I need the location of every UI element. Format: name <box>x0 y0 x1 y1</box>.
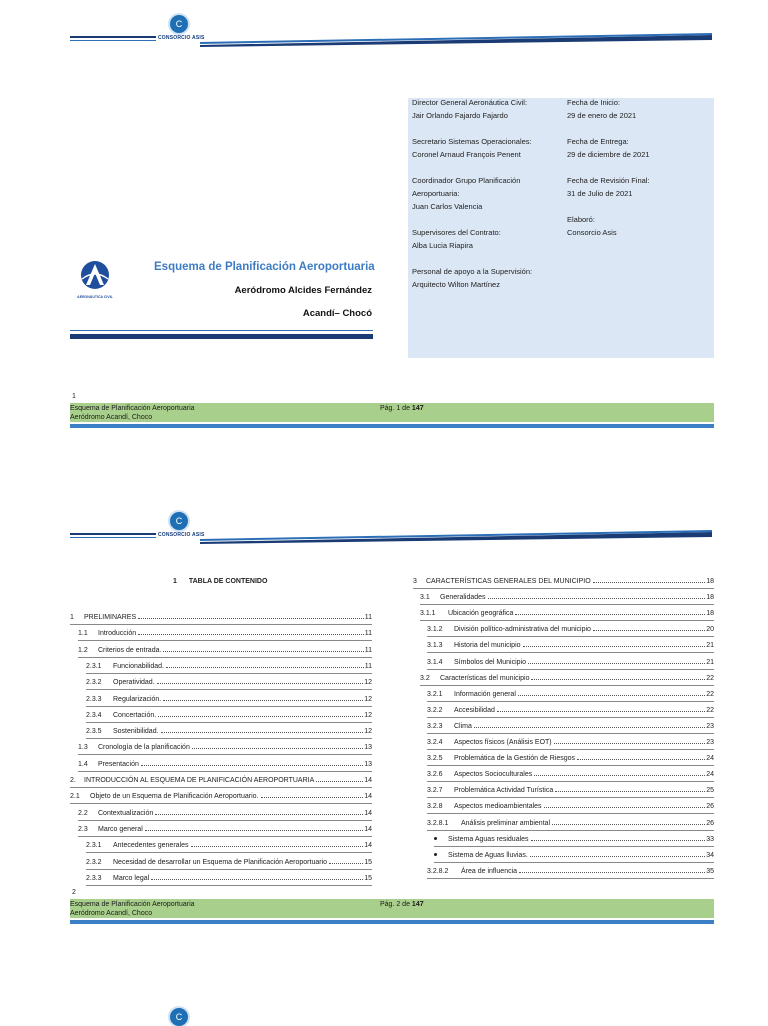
toc-entry-page: 22 <box>706 706 714 714</box>
page-number: 1 <box>72 393 76 400</box>
toc-entry-underline <box>86 869 372 870</box>
toc-leader-dots <box>488 598 706 599</box>
toc-entry[interactable] <box>86 728 372 735</box>
toc-entry-underline <box>420 620 714 621</box>
consorcio-logo-icon-2: C <box>170 512 188 530</box>
toc-entry[interactable] <box>427 755 714 762</box>
toc-entry-underline <box>78 640 372 641</box>
toc-leader-dots <box>497 711 705 712</box>
toc-entry[interactable] <box>434 852 714 859</box>
toc-entry-label: PRELIMINARES <box>84 614 137 621</box>
toc-entry[interactable] <box>78 744 372 751</box>
toc-entry-page: 24 <box>706 755 714 763</box>
toc-leader-dots <box>161 732 364 733</box>
toc-leader-dots <box>138 618 364 619</box>
toc-entry-label: Contextualización <box>98 809 154 817</box>
toc-entry[interactable] <box>427 691 714 698</box>
toc-entry-label: Símbolos del Municipio <box>454 658 526 666</box>
toc-entry-page: 21 <box>706 642 714 650</box>
toc-leader-dots <box>191 846 364 847</box>
toc-entry-page: 11 <box>364 662 372 670</box>
toc-entry-underline <box>427 830 714 831</box>
header-band-left-accent <box>70 40 156 41</box>
toc-entry-underline <box>78 754 372 755</box>
fecha-inicio-value: 29 de enero de 2021 <box>567 111 637 120</box>
toc-entry[interactable] <box>86 696 372 703</box>
toc-entry-label: Sostenibilidad. <box>113 728 159 736</box>
toc-entry-number: 2.3.2 <box>86 858 102 866</box>
aeronautica-logo-text: AERONÁUTICA CIVIL <box>77 295 113 299</box>
toc-entry-page: 23 <box>706 722 714 730</box>
document-title: Esquema de Planificación Aeroportuaria <box>154 261 375 273</box>
toc-entry-underline <box>427 749 714 750</box>
toc-heading-number: 1 <box>173 578 177 585</box>
toc-entry-underline <box>420 685 714 686</box>
toc-entry-underline <box>70 787 372 788</box>
toc-leader-dots <box>155 814 363 815</box>
toc-entry-underline <box>427 781 714 782</box>
toc-entry-number: 1.2 <box>78 646 88 654</box>
toc-entry-page: 14 <box>364 793 372 801</box>
toc-entry[interactable] <box>70 793 372 800</box>
toc-entry-label: Información general <box>454 690 516 698</box>
title-band <box>70 334 373 339</box>
toc-entry-label: Presentación <box>98 760 139 768</box>
toc-entry[interactable] <box>78 826 372 833</box>
toc-entry-underline <box>427 797 714 798</box>
elaboro-label: Elaboró: <box>567 215 595 224</box>
aeronautica-civil-logo <box>77 260 113 300</box>
toc-entry-page: 24 <box>706 771 714 779</box>
toc-entry-page: 11 <box>364 630 372 638</box>
toc-entry-page: 13 <box>364 760 372 768</box>
toc-entry-number: 3.2.1 <box>427 690 443 698</box>
toc-entry-page: 18 <box>706 578 714 585</box>
toc-entry-underline <box>70 803 372 804</box>
toc-entry[interactable] <box>427 707 714 714</box>
brand-name-2: CONSORCIO ASIS <box>158 532 205 538</box>
toc-entry-page: 21 <box>706 658 714 666</box>
toc-entry[interactable] <box>86 663 372 670</box>
footer-title: Esquema de Planificación Aeroportuaria <box>70 405 195 412</box>
toc-entry-underline <box>70 624 372 625</box>
toc-entry[interactable] <box>78 647 372 654</box>
toc-leader-dots <box>523 646 706 647</box>
footer-page-count <box>380 404 424 413</box>
toc-entry-label: Aspectos físicos (Análisis EOT) <box>454 739 552 746</box>
toc-entry-label: División político-administrativa del municipio <box>454 626 591 634</box>
toc-entry-number: 3.2.3 <box>427 722 443 730</box>
toc-entry-number: 2.3 <box>78 825 88 833</box>
director-label: Director General Aeronáutica Civil: <box>412 98 528 107</box>
toc-entry-label: Antecedentes generales <box>113 842 189 850</box>
toc-entry-page: 12 <box>364 695 372 703</box>
fecha-inicio-label: Fecha de Inicio: <box>567 98 620 107</box>
toc-entry[interactable] <box>78 810 372 817</box>
toc-entry-label: CARACTERÍSTICAS GENERALES DEL MUNICIPIO <box>426 578 591 585</box>
toc-entry-page: 14 <box>364 842 372 850</box>
coordinador-name: Juan Carlos Valencia <box>412 202 483 211</box>
toc-entry-underline <box>413 588 714 589</box>
footer-page-total-2: 147 <box>411 901 424 908</box>
toc-entry-label: Concertación. <box>113 711 157 719</box>
footer-title-2: Esquema de Planificación Aeroportuaria <box>70 901 195 908</box>
toc-entry-page: 11 <box>364 646 372 654</box>
toc-leader-dots <box>534 775 705 776</box>
toc-entry-underline <box>86 852 372 853</box>
consorcio-logo-icon: C <box>170 15 188 33</box>
toc-entry-label: Historia del municipio <box>454 642 521 650</box>
toc-entry-page: 18 <box>706 610 714 618</box>
toc-entry-number: 2.3.4 <box>86 711 102 719</box>
toc-entry[interactable] <box>70 614 372 621</box>
toc-entry-number: 3 <box>413 578 417 585</box>
toc-entry-number: 2.3.1 <box>86 842 102 850</box>
toc-entry-label: Marco legal <box>113 874 150 882</box>
toc-entry[interactable] <box>86 842 372 849</box>
toc-entry-underline <box>420 604 714 605</box>
toc-entry-label: Área de influencia <box>461 867 518 875</box>
toc-leader-dots <box>163 651 363 652</box>
toc-entry[interactable] <box>427 787 714 794</box>
toc-entry-label: Marco general <box>98 825 143 833</box>
toc-leader-dots <box>163 700 363 701</box>
toc-entry-number: 2.1 <box>70 793 80 801</box>
toc-entry-label: Operatividad. <box>113 679 155 687</box>
coordinador-label-cont: Aeroportuaria: <box>412 189 460 198</box>
footer-band <box>70 424 714 428</box>
toc-leader-dots <box>316 781 363 782</box>
toc-leader-dots <box>261 797 364 798</box>
toc-entry-number: 3.2.8.2 <box>427 867 449 875</box>
toc-entry-page: 26 <box>706 803 714 811</box>
toc-entry-number: 3.2.7 <box>427 787 443 795</box>
toc-entry-label: Necesidad de desarrollar un Esquema de Planificación Aeroportuario <box>113 858 328 866</box>
toc-entry[interactable] <box>427 868 714 875</box>
toc-entry-number: 2.3.1 <box>86 662 102 670</box>
toc-entry[interactable] <box>78 630 372 637</box>
toc-entry-number: 3.2.6 <box>427 771 443 779</box>
toc-entry-label: Sistema de Aguas lluvias. <box>448 851 528 859</box>
toc-leader-dots <box>474 727 705 728</box>
toc-entry-label: Accesibilidad <box>454 706 495 714</box>
toc-entry-number: 2.3.2 <box>86 679 102 687</box>
header-band-right-2 <box>200 530 712 544</box>
brand-name: CONSORCIO ASIS <box>158 35 205 41</box>
toc-leader-dots <box>552 824 705 825</box>
toc-entry-label: Características del municipio <box>440 674 530 682</box>
toc-entry-underline <box>427 765 714 766</box>
toc-entry[interactable] <box>427 820 714 827</box>
toc-entry-page: 14 <box>364 809 372 817</box>
footer-page-count-2 <box>380 900 424 909</box>
toc-entry-page: 12 <box>364 728 372 736</box>
toc-entry-label: Problemática Actividad Turística <box>454 787 554 795</box>
toc-entry-label: Problemática de la Gestión de Riesgos <box>454 755 576 763</box>
toc-leader-dots <box>519 872 705 873</box>
toc-entry-underline <box>427 813 714 814</box>
toc-leader-dots <box>329 863 363 864</box>
footer-page-label: Pág. 1 de <box>380 405 410 412</box>
toc-leader-dots <box>544 807 706 808</box>
toc-entry-page: 12 <box>364 711 372 719</box>
toc-entry-underline <box>86 722 372 723</box>
toc-entry[interactable] <box>427 626 714 633</box>
bullet-icon <box>434 837 437 840</box>
elaboro-value: Consorcio Asis <box>567 228 617 237</box>
toc-entry-underline <box>434 862 714 863</box>
footer-page-label-2: Pág. 2 de <box>380 901 410 908</box>
toc-entry[interactable] <box>78 761 372 768</box>
toc-entry-number: 3.1.2 <box>427 626 443 634</box>
toc-entry-number: 2.3.5 <box>86 728 102 736</box>
toc-leader-dots <box>166 667 364 668</box>
toc-entry-page: 22 <box>706 690 714 698</box>
toc-entry[interactable] <box>427 659 714 666</box>
toc-entry-number: 3.2.8.1 <box>427 819 449 827</box>
toc-leader-dots <box>141 765 363 766</box>
toc-entry[interactable] <box>427 771 714 778</box>
toc-entry-page: 14 <box>364 777 372 784</box>
toc-entry-underline <box>427 717 714 718</box>
toc-entry-underline <box>427 652 714 653</box>
consorcio-logo-icon-3: C <box>170 1008 188 1026</box>
toc-entry-underline <box>427 878 714 879</box>
fecha-revision-label: Fecha de Revisión Final: <box>567 176 650 185</box>
toc-entry-label: Ubicación geográfica <box>448 610 514 618</box>
toc-leader-dots <box>158 716 363 717</box>
toc-entry-number: 1.1 <box>78 630 88 638</box>
toc-entry-label: Introducción <box>98 630 137 638</box>
toc-entry-label: Funcionabilidad. <box>113 662 164 670</box>
toc-entry[interactable] <box>427 723 714 730</box>
toc-leader-dots <box>593 630 705 631</box>
header-band-left <box>70 36 156 38</box>
toc-entry-label: Regularización. <box>113 695 162 703</box>
toc-entry-underline <box>86 706 372 707</box>
toc-leader-dots <box>530 856 705 857</box>
toc-entry[interactable] <box>413 578 714 585</box>
apoyo-label: Personal de apoyo a la Supervisión: <box>412 267 533 276</box>
toc-entry-number: 3.1.1 <box>420 610 436 618</box>
toc-entry[interactable] <box>86 712 372 719</box>
toc-leader-dots <box>531 840 706 841</box>
document-location: Acandí– Chocó <box>302 308 372 319</box>
toc-entry-label: Cronología de la planificación <box>98 744 190 752</box>
toc-leader-dots <box>515 614 705 615</box>
toc-entry-underline <box>434 846 714 847</box>
toc-entry-number: 3.1 <box>420 594 430 602</box>
toc-entry-page: 18 <box>706 594 714 602</box>
apoyo-name: Arquitecto Wilton Martínez <box>412 280 500 289</box>
toc-entry-number: 3.2 <box>420 674 430 682</box>
toc-entry-page: 25 <box>706 787 714 795</box>
secretario-name: Coronel Arnaud François Penent <box>412 150 521 159</box>
toc-entry-number: 3.2.2 <box>427 706 443 714</box>
footer-page-total: 147 <box>411 405 424 412</box>
page-number-2: 2 <box>72 889 76 896</box>
toc-entry-number: 2.2 <box>78 809 88 817</box>
toc-entry-label: Criterios de entrada. <box>98 646 162 654</box>
toc-entry-underline <box>78 771 372 772</box>
supervisores-name: Alba Lucia Riapira <box>412 241 473 250</box>
toc-entry-underline <box>78 836 372 837</box>
toc-entry[interactable] <box>86 875 372 882</box>
toc-leader-dots <box>518 695 705 696</box>
toc-leader-dots <box>145 830 363 831</box>
toc-entry[interactable] <box>86 859 372 866</box>
toc-entry-underline <box>427 669 714 670</box>
toc-entry-label: Análisis preliminar ambiental <box>461 819 551 827</box>
coordinador-label: Coordinador Grupo Planificación <box>412 176 521 185</box>
toc-entry-underline <box>427 733 714 734</box>
toc-entry-page: 35 <box>706 867 714 875</box>
toc-heading-text: TABLA DE CONTENIDO <box>188 578 268 585</box>
toc-leader-dots <box>593 582 706 583</box>
toc-entry-underline <box>78 657 372 658</box>
toc-entry-page: 15 <box>364 874 372 882</box>
header-band-left-accent-2 <box>70 537 156 538</box>
toc-leader-dots <box>555 791 705 792</box>
toc-entry-number: 1.3 <box>78 744 88 752</box>
toc-leader-dots <box>151 879 363 880</box>
toc-entry-page: 13 <box>364 744 372 752</box>
supervisores-label: Supervisores del Contrato: <box>412 228 501 237</box>
toc-leader-dots <box>577 759 705 760</box>
toc-entry-underline <box>78 820 372 821</box>
toc-entry-underline <box>427 701 714 702</box>
director-name: Jair Orlando Fajardo Fajardo <box>412 111 508 120</box>
toc-entry[interactable] <box>420 675 714 682</box>
toc-entry-number: 2.3.3 <box>86 695 102 703</box>
toc-entry-page: 34 <box>706 851 714 859</box>
toc-entry-number <box>434 836 448 843</box>
toc-entry-number <box>434 852 448 859</box>
toc-entry-number: 2. <box>70 777 76 784</box>
toc-entry-number: 3.2.4 <box>427 739 443 746</box>
footer-subtitle-2: Aeródromo Acandí, Choco <box>70 910 153 917</box>
toc-entry-underline <box>86 689 372 690</box>
toc-entry-underline <box>427 636 714 637</box>
bullet-icon <box>434 853 437 856</box>
header-band-left-2 <box>70 533 156 535</box>
toc-leader-dots <box>157 683 364 684</box>
toc-entry-number: 3.2.5 <box>427 755 443 763</box>
toc-entry-number: 1.4 <box>78 760 88 768</box>
toc-entry-label: Generalidades <box>440 594 486 602</box>
toc-entry-label: Objeto de un Esquema de Planificación Aeroportuario. <box>90 793 259 801</box>
toc-entry-underline <box>86 885 372 886</box>
title-band-accent <box>70 330 373 331</box>
toc-entry-page: 20 <box>706 626 714 634</box>
toc-entry-label: Aspectos Socioculturales <box>454 771 533 779</box>
fecha-revision-value: 31 de Julio de 2021 <box>567 189 633 198</box>
toc-entry[interactable] <box>434 836 714 843</box>
toc-entry-label: Sistema Aguas residuales <box>448 835 529 843</box>
toc-leader-dots <box>531 679 705 680</box>
toc-entry[interactable] <box>427 739 714 746</box>
toc-entry-page: 11 <box>364 614 372 621</box>
toc-leader-dots <box>528 663 705 664</box>
toc-entry[interactable] <box>427 803 714 810</box>
secretario-label: Secretario Sistemas Operacionales: <box>412 137 532 146</box>
document-subtitle: Aeródromo Alcides Fernández <box>234 285 372 296</box>
header-band-right <box>200 33 712 47</box>
toc-entry-underline <box>86 738 372 739</box>
toc-entry[interactable] <box>420 610 714 617</box>
footer-band-2 <box>70 920 714 924</box>
toc-leader-dots <box>138 634 364 635</box>
toc-entry-label: Clima <box>454 722 472 730</box>
toc-entry-label: Aspectos medioambientales <box>454 803 542 811</box>
toc-entry-underline <box>86 673 372 674</box>
toc-entry[interactable] <box>420 594 714 601</box>
fecha-entrega-value: 29 de diciembre de 2021 <box>567 150 650 159</box>
toc-entry-label: INTRODUCCIÓN AL ESQUEMA DE PLANIFICACIÓN AEROPORTUARIA <box>84 777 315 784</box>
toc-entry[interactable] <box>70 777 372 784</box>
toc-entry-page: 15 <box>364 858 372 866</box>
fecha-entrega-label: Fecha de Entrega: <box>567 137 629 146</box>
toc-entry[interactable] <box>86 679 372 686</box>
toc-entry-number: 3.1.3 <box>427 642 443 650</box>
toc-entry-page: 23 <box>706 739 714 746</box>
toc-entry-page: 12 <box>364 679 372 687</box>
toc-entry-number: 1 <box>70 614 74 621</box>
toc-leader-dots <box>192 748 363 749</box>
toc-entry-number: 2.3.3 <box>86 874 102 882</box>
toc-entry-page: 33 <box>706 835 714 843</box>
toc-entry-page: 14 <box>364 825 372 833</box>
toc-entry-page: 26 <box>706 819 714 827</box>
toc-entry-number: 3.1.4 <box>427 658 443 666</box>
footer-subtitle: Aeródromo Acandí, Choco <box>70 414 153 421</box>
toc-entry-page: 22 <box>706 674 714 682</box>
toc-leader-dots <box>554 743 706 744</box>
toc-entry-number: 3.2.8 <box>427 803 443 811</box>
toc-heading <box>173 578 267 585</box>
toc-entry[interactable] <box>427 642 714 649</box>
aeronautica-logo-icon <box>77 260 113 290</box>
